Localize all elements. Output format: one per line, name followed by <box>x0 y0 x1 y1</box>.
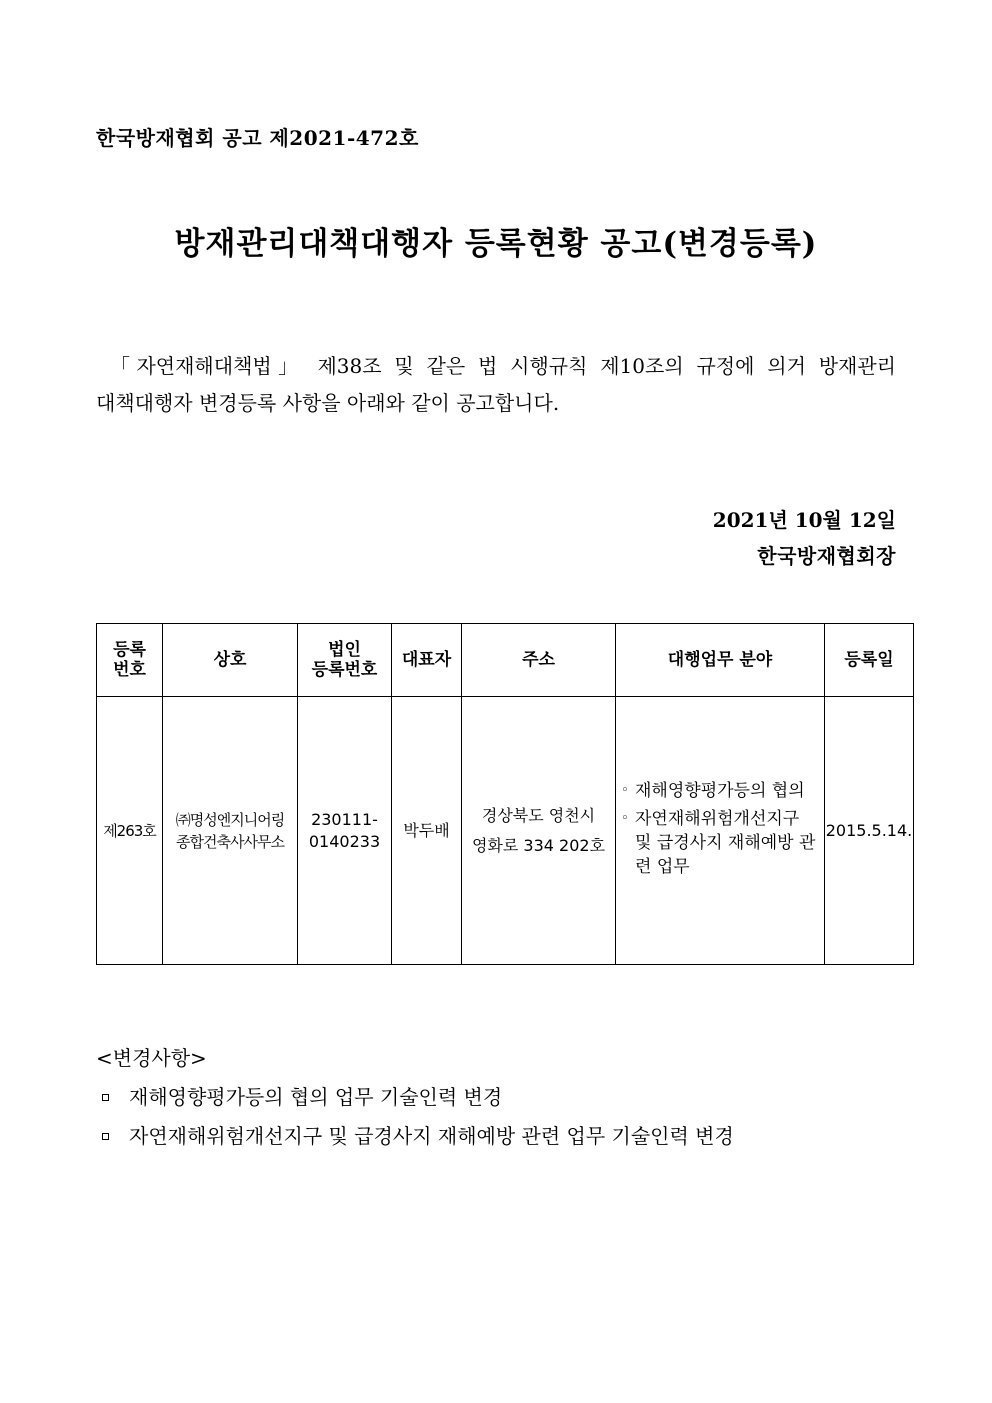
cell-corp-no: 230111- 0140233 <box>298 697 392 965</box>
cell-scope <box>616 697 825 965</box>
square-bullet-icon <box>102 1094 109 1101</box>
intro-paragraph <box>96 348 896 422</box>
change-item-text: 재해영향평가등의 협의 업무 기술인력 변경 <box>129 1085 503 1109</box>
document-title: 방재관리대책대행자 등록현황 공고(변경등록) <box>174 226 818 262</box>
header-reg-no: 등록 번호 <box>97 624 163 697</box>
header-address: 주소 <box>462 624 616 697</box>
square-bullet-icon <box>102 1133 109 1140</box>
cell-address: 경상북도 영천시 영화로 334 202호 <box>462 697 616 965</box>
bullet-icon: ◦ <box>621 810 629 826</box>
notice-number: 한국방재협회 공고 제2021-472호 <box>96 126 419 150</box>
scope-item <box>621 807 820 879</box>
change-item <box>96 1078 734 1117</box>
scope-list <box>616 779 824 879</box>
header-rep: 대표자 <box>392 624 462 697</box>
notice-date: 2021년 10월 12일 <box>712 508 896 532</box>
changes-section <box>96 1039 734 1156</box>
header-company: 상호 <box>163 624 298 697</box>
changes-heading: <변경사항> <box>96 1046 207 1070</box>
header-corp-no: 법인 등록번호 <box>298 624 392 697</box>
intro-line-2: 대책대행자 변경등록 사항을 아래와 같이 공고합니다. <box>96 391 560 415</box>
scope-item-text: 재해영향평가등의 협의 <box>635 780 805 801</box>
signer: 한국방재협회장 <box>757 544 896 568</box>
cell-rep: 박두배 <box>392 697 462 965</box>
registration-table <box>96 623 914 965</box>
cell-reg-no: 제263호 <box>97 697 163 965</box>
scope-item-text: 자연재해위험개선지구 및 급경사지 재해예방 관련 업무 <box>635 808 816 877</box>
change-item <box>96 1117 734 1156</box>
header-scope: 대행업무 분야 <box>616 624 825 697</box>
header-reg-date: 등록일 <box>825 624 914 697</box>
cell-company: ㈜명성엔지니어링 종합건축사사무소 <box>163 697 298 965</box>
bullet-icon: ◦ <box>621 782 629 798</box>
cell-reg-date: 2015.5.14. <box>825 697 914 965</box>
scope-item <box>621 779 820 803</box>
change-item-text: 자연재해위험개선지구 및 급경사지 재해예방 관련 업무 기술인력 변경 <box>129 1124 734 1148</box>
intro-line-1: 「자연재해대책법」 제38조 및 같은 법 시행규칙 제10조의 규정에 의거 방재관리 <box>110 354 896 378</box>
table-row <box>97 697 914 965</box>
table-header-row <box>97 624 914 697</box>
